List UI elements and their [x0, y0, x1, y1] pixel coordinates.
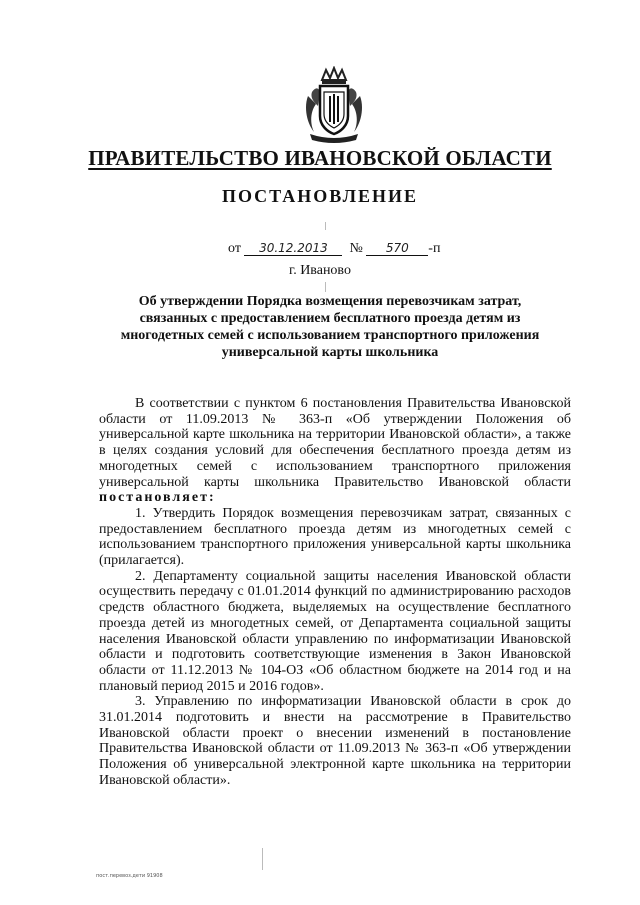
- date-prefix: от: [228, 241, 241, 256]
- number-value: 570: [366, 241, 428, 256]
- decree-word: постановляет:: [99, 490, 216, 506]
- item-2: 2. Департаменту социальной защиты населения Ивановской области осуществить передачу с 01.01.2014 функций по администрированию расходов средств областного бюджета, выделяемых на осуществление бесплатного проезда детей из многодетных семей, от Департамента социальной защиты населения Ивановской области управлению по информатизации Ивановской области и подготовить соответствующие изменения в Закон Ивановской области от 11.12.2013 № 104-ОЗ «Об областном бюджете на 2014 год и на плановый период 2015 и 2016 годов».: [99, 568, 571, 694]
- intro-paragraph: [99, 396, 571, 506]
- government-title: ПРАВИТЕЛЬСТВО ИВАНОВСКОЙ ОБЛАСТИ: [88, 146, 552, 170]
- coat-of-arms-icon: [300, 66, 368, 144]
- document-type: ПОСТАНОВЛЕНИЕ: [221, 186, 419, 206]
- number-suffix: -п: [428, 241, 441, 256]
- document-body: [99, 396, 571, 789]
- scan-mark: [262, 848, 263, 870]
- item-1: 1. Утвердить Порядок возмещения перевозчикам затрат, связанных с предоставлением бесплатного проезда детям из многодетных семей с использованием транспортного приложения универсальной карты школьника (прилагается).: [99, 505, 571, 569]
- scan-mark: [325, 222, 326, 230]
- number-prefix: №: [349, 241, 363, 256]
- item-3: 3. Управлению по информатизации Ивановской области в срок до 31.01.2014 подготовить и внести на рассмотрение в Правительство Ивановской области проект о внесении изменений в постановление Правительства Ивановской области от 11.09.2013 № 363-п «Об утверждении Положения об универсальной электронной карте школьника на территории Ивановской области».: [99, 694, 571, 788]
- date-value: 30.12.2013: [244, 241, 342, 256]
- intro-text: В соответствии с пунктом 6 постановления Правительства Ивановской области от 11.09.2013 № 363-п «Об утверждении Положения об универсальной карте школьника на территории Ивановской области», а также в целях создания условий для обеспечения бесплатного проезда детям из многодетных семей с использованием транспортного приложения универсальной карты школьника Правительство Ивановской области: [99, 396, 571, 490]
- date-number-line: [228, 241, 440, 257]
- scan-mark: [325, 282, 326, 292]
- city: г. Иваново: [289, 263, 351, 278]
- footer-note: пост.перевоз.дети 91908: [96, 873, 163, 879]
- document-heading: Об утверждении Порядка возмещения перевозчикам затрат, связанных с предоставлением бесплатного проезда детям из многодетных семей с использованием транспортного приложения универсальной карты школьника: [120, 294, 540, 360]
